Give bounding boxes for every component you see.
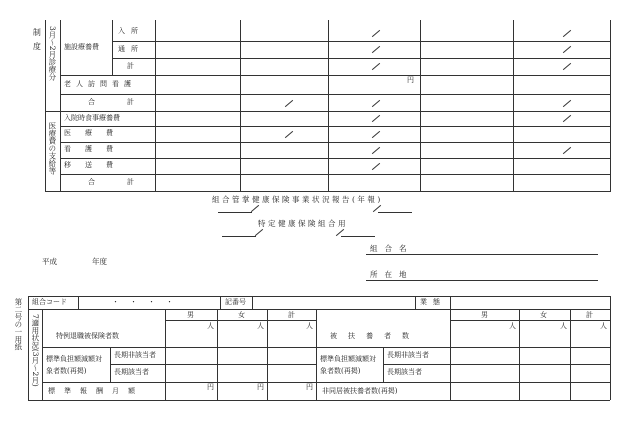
slash-mark	[372, 115, 380, 122]
slash-mark	[372, 147, 380, 154]
slash-mark	[563, 63, 571, 70]
unit-person: 人	[560, 322, 567, 330]
address-field	[366, 280, 598, 281]
unit-yen: 円	[306, 383, 313, 391]
choki-higaito-label: 長期非該当者	[114, 351, 156, 359]
kumiai-code-field[interactable]: ・ ・ ・ ・	[112, 298, 175, 306]
slash-mark	[563, 100, 571, 107]
slash-mark	[372, 46, 380, 53]
kumiai-name-field	[366, 254, 598, 255]
nyusho-label: 入所	[118, 27, 144, 35]
rojin-label: 老人訪問看護	[64, 80, 136, 88]
unit-person: 人	[600, 322, 607, 330]
medical-label: 医療費の支給等	[47, 122, 57, 175]
slash-mark	[372, 163, 380, 170]
dokyo-label: 非同居被扶養者数(再掲)	[322, 387, 398, 395]
choki-gaito-label-2: 長期該当者	[387, 368, 422, 376]
era-label: 平成	[42, 257, 57, 266]
unit-person: 人	[306, 322, 313, 330]
nendo-label: 年度	[92, 257, 107, 266]
hyojun-hoshu-label: 標準報酬月額	[48, 387, 144, 395]
slash-mark	[563, 30, 571, 37]
tsusho-label: 通所	[118, 45, 144, 53]
form-number-label: 第二号の一用紙	[13, 298, 23, 351]
slash-mark	[372, 131, 380, 138]
slash-mark	[563, 46, 571, 53]
nyuin-shokuji-label: 入院時食事療養費	[64, 114, 120, 122]
slash-mark	[285, 100, 293, 107]
slash-mark	[563, 147, 571, 154]
report-subtitle: 特定健康保険組合用	[258, 219, 348, 228]
unit-yen: 円	[207, 383, 214, 391]
seido-label: 制度	[32, 28, 42, 56]
isohi-label: 移送費	[64, 161, 127, 169]
choki-gaito-label: 長期該当者	[114, 368, 149, 376]
kumiai-code-label: 組合コード	[32, 298, 67, 306]
slash-mark	[372, 63, 380, 70]
slash-mark	[251, 205, 259, 212]
hyojun-label: 標準負担額減額対象者数(再掲)	[46, 355, 102, 375]
iryohi-label: 医療費	[64, 129, 127, 137]
yen-unit: 円	[407, 76, 414, 84]
slash-mark	[285, 131, 293, 138]
gyotai-label: 業態	[420, 298, 446, 306]
slash-mark	[255, 229, 263, 236]
unit-person: 人	[257, 322, 264, 330]
unit-person: 人	[509, 322, 516, 330]
kangohi-label: 看護費	[64, 145, 127, 153]
slash-mark	[372, 100, 380, 107]
hifuyo-label: 被扶養者数	[330, 332, 420, 340]
gokei2-label: 合計	[88, 178, 166, 186]
unit-yen: 円	[257, 383, 264, 391]
header-female-2: 女	[540, 311, 547, 319]
hyojun-label-2: 標準負担額減額対象者数(再掲)	[320, 355, 376, 375]
slash-mark	[372, 30, 380, 37]
header-total-2: 計	[586, 311, 593, 319]
section-7-label: 7適用状況(3月〜2月)	[30, 314, 40, 387]
choki-higaito-label-2: 長期非該当者	[387, 351, 429, 359]
header-male-2: 男	[481, 311, 488, 319]
report-title: 組合管掌健康保険事業状況報告(年報)	[212, 195, 383, 204]
kumiai-name-label: 組合名	[370, 244, 414, 253]
shisetsu-label: 施設療養費	[64, 43, 99, 51]
period-label: 3月〜2月診療分	[47, 26, 57, 81]
unit-person: 人	[207, 322, 214, 330]
tokurei-label: 特例退職被保険者数	[56, 332, 119, 340]
header-total: 計	[288, 311, 295, 319]
header-female: 女	[238, 311, 245, 319]
header-male: 男	[187, 311, 194, 319]
slash-mark	[563, 115, 571, 122]
address-label: 所在地	[370, 270, 414, 279]
kei-label: 計	[127, 62, 134, 70]
gokei-label: 合計	[88, 98, 166, 106]
kigo-label: 記番号	[225, 298, 246, 306]
